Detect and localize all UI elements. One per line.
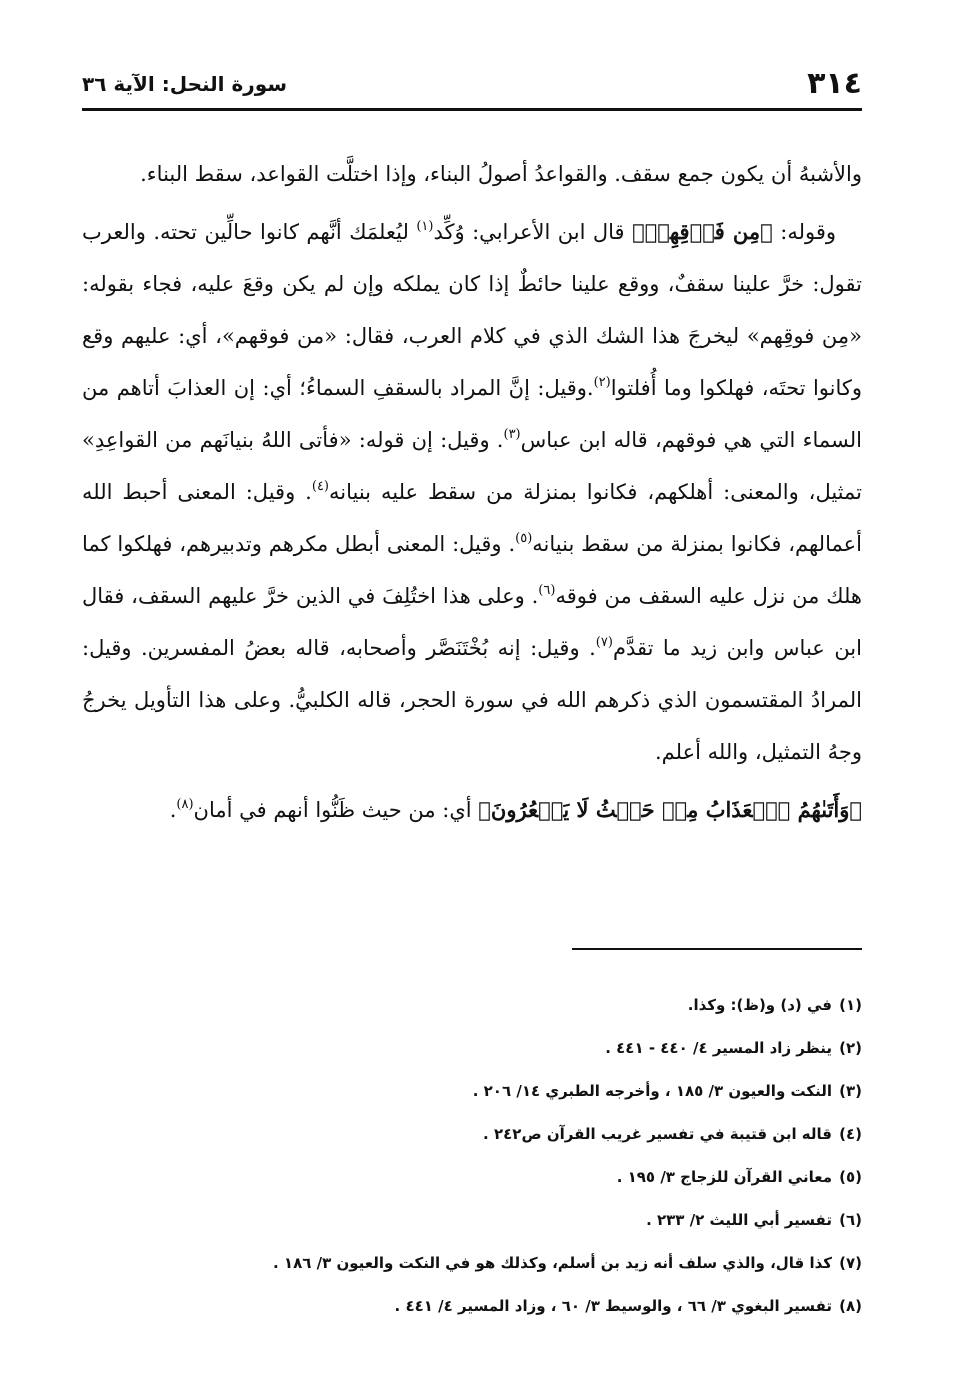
footnote-text: في (د) و(ظ): وكذا. <box>687 996 832 1014</box>
paragraph-1: والأشبهُ أن يكون جمع سقف. والقواعدُ أصولُ البناء، وإذا اختلَّت القواعد، سقط البناء. <box>140 162 862 186</box>
footnote-item <box>82 1242 862 1285</box>
text-run: . وقيل: المعنى أبطل مكرهم وتدبيرهم، فهلكوا كما هلك من نزل عليه السقف من فوقه <box>82 532 862 608</box>
footnote-text: قاله ابن قتيبة في تفسير غريب القرآن ص٢٤٢ . <box>483 1125 832 1143</box>
footnote-text: ينظر زاد المسير ٤/ ٤٤٠ - ٤٤١ . <box>605 1039 832 1057</box>
footnote-item <box>82 1199 862 1242</box>
page-number: ٣١٤ <box>807 66 862 101</box>
quran-quote: ﴿وَأَتَىٰهُمُ ٱلۡعَذَابُ مِنۡ حَيۡثُ لَا يَشۡعُرُونَ﴾ <box>478 797 862 822</box>
footnote-item <box>82 1285 862 1328</box>
footnote-item <box>82 1070 862 1113</box>
header-rule <box>82 108 862 111</box>
footnote-number: (٤) <box>839 1125 862 1143</box>
footnote-item <box>82 1113 862 1156</box>
paragraph-3 <box>82 784 862 836</box>
text-run: وقوله: <box>772 220 837 244</box>
footnote-ref: (٨) <box>176 797 194 812</box>
running-title: سورة النحل: الآية ٣٦ <box>82 72 288 96</box>
footnote-number: (٢) <box>839 1039 862 1057</box>
text-run: . وقيل: إن قوله: «فأتى اللهُ بنيانَهم من القواعِدِ» تمثيل، والمعنى: أهلكهم، فكانوا بمنزلة من سقط عليه بنيانه <box>82 428 863 504</box>
footnote-ref: (١) <box>416 219 434 234</box>
footnote-number: (٧) <box>839 1254 862 1272</box>
footnote-separator <box>572 948 862 950</box>
footnote-number: (٥) <box>839 1168 862 1186</box>
page-header <box>82 66 862 102</box>
text-run: قال ابن الأعرابي: وُكِّد <box>433 220 633 244</box>
footnote-ref: (٣) <box>503 427 521 442</box>
footnote-text: النكت والعيون ٣/ ١٨٥ ، وأخرجه الطبري ١٤/ ٢٠٦ . <box>472 1082 832 1100</box>
footnote-item <box>82 1027 862 1070</box>
text-run: .وقيل: إنَّ المراد بالسقفِ السماءُ؛ أي: إن العذابَ أتاهم من السماء التي هي فوقهم، قاله ابن عباس <box>82 376 862 452</box>
footnote-number: (٦) <box>839 1211 862 1229</box>
footnote-text: معاني القرآن للزجاج ٣/ ١٩٥ . <box>616 1168 832 1186</box>
footnotes <box>82 984 862 1328</box>
footnote-text: كذا قال، والذي سلف أنه زيد بن أسلم، وكذلك هو في النكت والعيون ٣/ ١٨٦ . <box>273 1254 832 1272</box>
footnote-number: (١) <box>839 996 862 1014</box>
text-run: . وعلى هذا اختُلِفَ في الذين خرَّ عليهم السقف، فقال ابن عباس وابن زيد ما تقدَّم <box>82 584 862 660</box>
footnote-ref: (٥) <box>515 531 533 546</box>
footnote-ref: (٧) <box>595 635 613 650</box>
footnote-number: (٣) <box>839 1082 862 1100</box>
footnote-text: تفسير البغوي ٣/ ٦٦ ، والوسيط ٣/ ٦٠ ، وزاد المسير ٤/ ٤٤١ . <box>394 1297 832 1315</box>
quran-quote: ﴿مِن فَوۡقِهِمۡ﴾ <box>632 219 773 244</box>
footnote-item <box>82 1156 862 1199</box>
text-run: ليُعلمَك أنَّهم كانوا حالِّين تحته. والعرب تقول: خرَّ علينا سقفٌ، ووقع علينا حائطٌ إذا كان يملكه وإن لم يكن وقعَ عليه، فجاء بقوله: «مِن فوقِهم» ليخرجَ هذا الشك الذي في كلام العرب، فقال: «من فوقهم»، أي: عليهم وقع وكانوا تحتَه، فهلكوا وما أُفلتوا <box>82 220 863 400</box>
text-run: . وقيل: المعنى أحبط الله أعمالهم، فكانوا بمنزلة من سقط بنيانه <box>82 480 862 556</box>
footnote-ref: (٢) <box>593 375 611 390</box>
main-text <box>82 148 862 836</box>
text-run: أي: من حيث ظَنُّوا أنهم في أمان <box>193 798 479 822</box>
text-run: . <box>169 798 177 822</box>
footnote-ref: (٤) <box>311 479 329 494</box>
paragraph-2 <box>82 206 862 778</box>
footnote-item <box>82 984 862 1027</box>
footnote-number: (٨) <box>839 1297 862 1315</box>
footnote-text: تفسير أبي الليث ٢/ ٢٣٣ . <box>646 1211 832 1229</box>
text-run: . وقيل: إنه بُخْتَنَصَّر وأصحابه، قاله بعضُ المفسرين. وقيل: المرادُ المقتسمون الذي ذكرهم الله في سورة الحجر، قاله الكلبيُّ. وعلى هذا التأويل يخرجُ وجهُ التمثيل، والله أعلم. <box>82 636 862 764</box>
footnote-ref: (٦) <box>538 583 556 598</box>
